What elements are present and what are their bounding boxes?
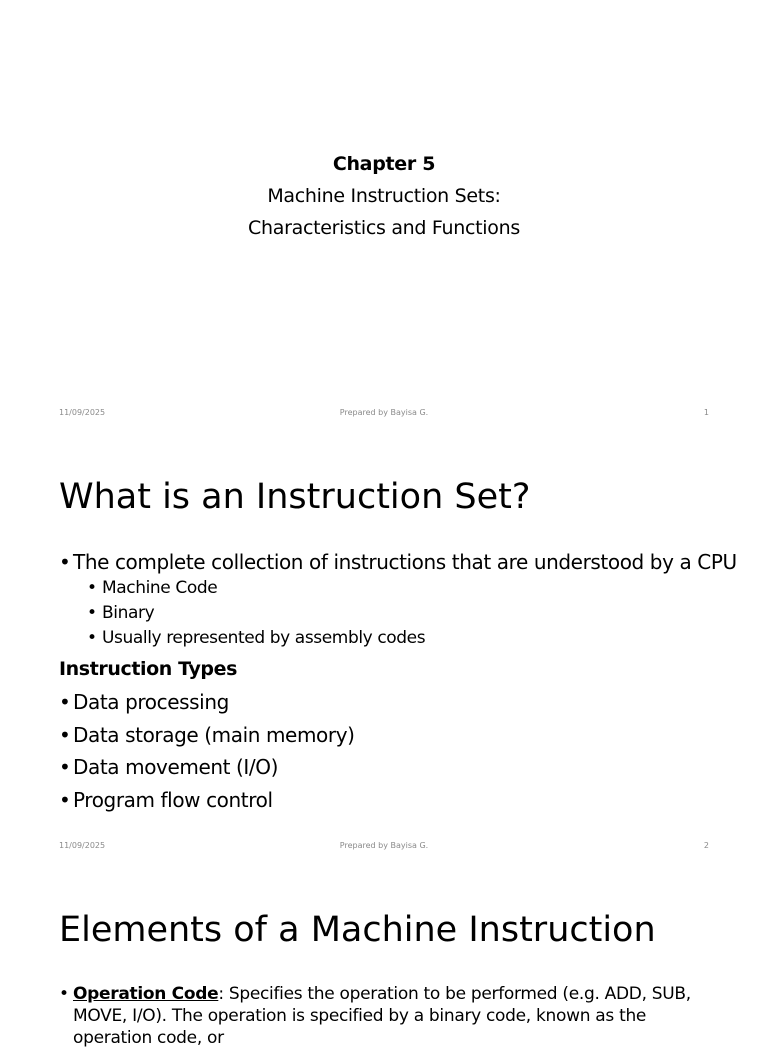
definition-item: [59, 983, 709, 1049]
slide-1: [0, 0, 768, 433]
chapter-label: Chapter 5: [332, 153, 436, 175]
type-bullet: • Data processing: [59, 686, 709, 719]
slide-heading: Elements of a Machine Instruction: [59, 910, 656, 950]
sub-bullet-list: [87, 576, 709, 651]
type-bullet: • Data storage (main memory): [59, 719, 709, 752]
section-label: Instruction Types: [59, 658, 238, 680]
footer-author: Prepared by Bayisa G.: [339, 408, 429, 417]
sub-bullet: • Machine Code: [87, 576, 709, 601]
definition-text: : Specifies the operation to be performed (e.g. ADD, SUB, MOVE, I/O). The operation is specified by a binary code, known as the operation code, or: [73, 984, 691, 1048]
footer-date: 11/09/2025: [59, 408, 106, 417]
slide-content: [59, 983, 709, 1049]
title-block: [0, 148, 768, 244]
sub-bullet: • Usually represented by assembly codes: [87, 626, 709, 651]
slide-2: [0, 433, 768, 866]
footer-author: Prepared by Bayisa G.: [339, 841, 429, 850]
title-line-1: Machine Instruction Sets:: [267, 185, 501, 207]
main-bullet: • The complete collection of instructions that are understood by a CPU: [59, 548, 709, 576]
definition-term: Operation Code: [73, 984, 219, 1004]
sub-bullet: • Binary: [87, 601, 709, 626]
type-bullet: • Program flow control: [59, 784, 709, 817]
title-line-2: Characteristics and Functions: [248, 217, 520, 239]
page-number: 1: [703, 408, 709, 417]
page-number: 2: [703, 841, 709, 850]
footer-date: 11/09/2025: [59, 841, 106, 850]
slide-content: [59, 548, 737, 816]
slide-3: [0, 866, 768, 1048]
slide-heading: What is an Instruction Set?: [59, 477, 531, 517]
type-bullet: • Data movement (I/O): [59, 751, 709, 784]
